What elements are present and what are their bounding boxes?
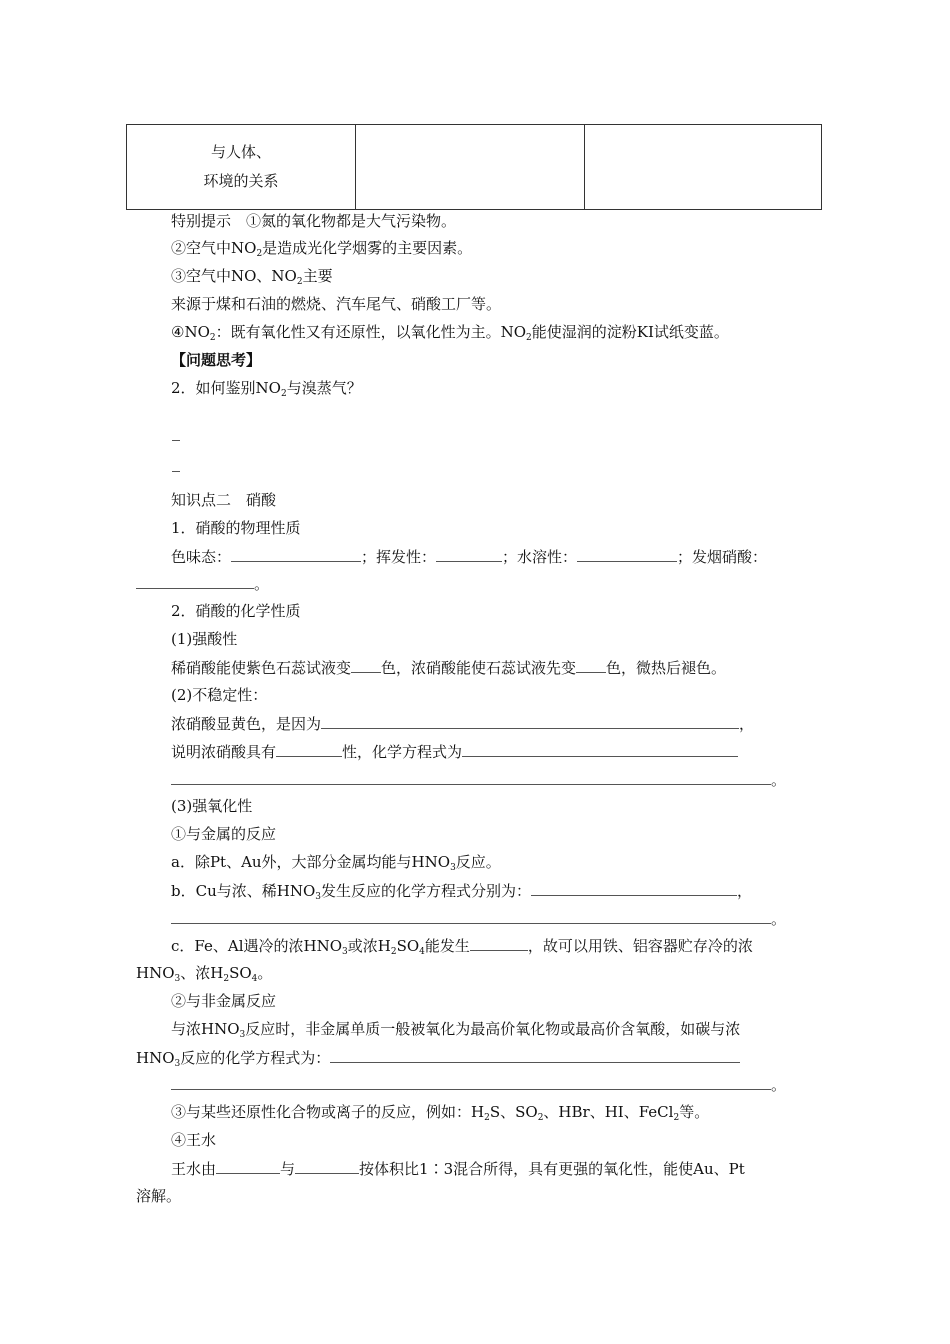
question-2 [171,378,362,401]
text-run: 或浓H [347,937,391,955]
tip-5 [171,322,729,345]
instability-line-1 [171,713,754,734]
text-run: ；水溶性： [502,548,578,566]
text-run: 与溴蒸气？ [286,379,362,397]
fill-blank[interactable] [436,546,502,562]
fill-blank[interactable] [171,769,771,785]
physical-properties-line [171,546,767,567]
fill-blank[interactable] [470,935,528,951]
text-run: b．Cu与浓、稀HNO [171,882,316,900]
text-run: 与 [280,1160,296,1178]
aqua-regia-line-2: 溶解。 [136,1187,182,1205]
nonmetal-reaction-line-3 [171,1074,786,1095]
text-run: 稀硝酸能使紫色石蕊试液变 [171,659,352,677]
text-run: 浓硝酸显黄色，是因为 [171,715,322,733]
nonmetal-reaction-line-1 [171,1019,740,1042]
aqua-regia-heading: ④王水 [171,1131,217,1149]
fill-blank[interactable] [171,908,771,924]
text-run: 能使湿润的淀粉KI试纸变蓝。 [531,323,729,341]
subscript: 3 [342,947,348,957]
instability-line-3 [171,769,786,790]
fill-blank[interactable] [276,741,342,757]
row-label-line-1: 与人体、 [210,143,271,161]
tip-2 [171,238,472,261]
subscript: 3 [174,974,181,984]
text-run: 色，浓硝酸能使石蕊试液先变 [381,659,577,677]
subscript: 2 [484,1113,490,1123]
fill-blank[interactable] [136,573,254,589]
nonmetal-reaction-line-2 [136,1047,740,1071]
fill-blank[interactable] [330,1047,740,1063]
text-run: S、SO [489,1103,538,1121]
subscript: 2 [537,1113,544,1123]
subscript: 2 [673,1113,680,1123]
physical-properties-heading: 1．硝酸的物理性质 [171,519,301,537]
text-run: ③与某些还原性化合物或离子的反应，例如：H [171,1103,485,1121]
fill-blank[interactable] [231,546,361,562]
text-run: 反应的化学方程式为： [180,1049,331,1067]
subscript: 2 [390,947,397,957]
text-run: 王水由 [171,1160,217,1178]
text-run: SO [229,964,252,982]
text-run: 。 [257,964,273,982]
text-run: 色，微热后褪色。 [606,659,727,677]
fill-blank[interactable] [576,657,606,673]
text-run: 反应。 [455,853,501,871]
instability-heading: (2)不稳定性： [171,686,268,704]
answer-dash[interactable] [172,471,180,472]
subscript: 2 [223,974,230,984]
metal-reaction-b [171,880,752,904]
text-run: ③空气中NO、NO [171,267,297,285]
text-run: HNO [136,1049,175,1067]
text-run: 。 [771,771,787,789]
metal-reaction-a [171,852,501,875]
text-run: 主要 [302,267,333,285]
text-run: 。 [771,1076,787,1094]
text-run: HNO [136,964,175,982]
subscript: 4 [419,947,425,957]
fill-blank[interactable] [462,741,738,757]
metal-reaction-c-line-2 [136,963,272,986]
text-run: a．除Pt、Au外，大部分金属均能与HNO [171,853,451,871]
text-run: ， [739,715,755,733]
metal-reaction-heading: ①与金属的反应 [171,825,277,843]
fill-blank[interactable] [171,1074,771,1090]
chemical-properties-heading: 2．硝酸的化学性质 [171,602,301,620]
text-run: 、浓H [180,964,224,982]
strong-acid-heading: (1)强酸性 [171,630,238,648]
oxidizing-heading: (3)强氧化性 [171,797,253,815]
text-run: 特别提示 ①氮的氧化物都是大气污染物。 [171,212,457,230]
fill-blank[interactable] [216,1158,280,1174]
text-run: SO [396,937,420,955]
tip-1 [171,211,456,231]
text-run: 、HBr、HI、FeCl [543,1103,674,1121]
text-run: 。 [771,910,787,928]
text-run: 色味态： [171,548,232,566]
section-title: 知识点二 硝酸 [171,491,277,509]
answer-dash[interactable] [172,440,180,441]
text-run: ④NO [171,323,210,341]
aqua-regia-line-1 [171,1158,745,1179]
reducing-compounds-line [171,1102,709,1125]
subscript: 2 [280,389,287,399]
text-run: ②空气中NO [171,239,257,257]
subscript: 3 [174,1059,181,1069]
fill-blank[interactable] [351,657,381,673]
metal-reaction-c [171,935,753,959]
nonmetal-reaction-heading: ②与非金属反应 [171,992,277,1010]
text-run: 是造成光化学烟雾的主要因素。 [262,239,473,257]
subscript: 3 [450,863,456,873]
fill-blank[interactable] [295,1158,359,1174]
fuming-acid-blank-line [136,573,269,594]
subscript: 3 [315,892,321,902]
subscript: 2 [296,277,303,287]
text-run: 按体积比1∶3混合所得，具有更强的氧化性，能使Au、Pt [359,1160,745,1178]
subscript: 2 [256,249,263,259]
fill-blank[interactable] [531,880,737,896]
subscript: 2 [209,333,216,343]
text-run: 发生反应的化学方程式分别为： [320,882,531,900]
text-run: 等。 [679,1103,710,1121]
fill-blank[interactable] [577,546,677,562]
text-run: 。 [254,575,270,593]
fill-blank[interactable] [321,713,739,729]
text-run: ；发烟硝酸： [677,548,768,566]
tip-4 [171,294,501,314]
text-run: 说明浓硝酸具有 [171,743,277,761]
text-run: ；挥发性： [361,548,437,566]
text-run: c．Fe、Al遇冷的浓HNO [171,937,342,955]
instability-line-2 [171,741,738,762]
subscript: 2 [526,333,532,343]
text-run: ， [737,882,753,900]
subscript: 3 [239,1030,246,1040]
subscript: 4 [251,974,258,984]
strong-acid-line [171,657,726,678]
table-empty-cell [585,125,822,210]
table-row [127,125,822,210]
table-row-label-cell [127,125,356,210]
table-empty-cell [356,125,585,210]
text-run: ，故可以用铁、铝容器贮存冷的浓 [527,937,753,955]
text-run: 与浓HNO [171,1020,240,1038]
text-run: 2．如何鉴别NO [171,379,281,397]
text-run: 性，化学方程式为 [342,743,463,761]
question-heading: 【问题思考】 [171,351,262,369]
metal-reaction-b-line-2 [171,908,786,929]
row-label-line-2: 环境的关系 [203,172,279,190]
text-run: 反应时，非金属单质一般被氧化为最高价氧化物或最高价含氧酸，如碳与浓 [245,1020,741,1038]
text-run: ：既有氧化性又有还原性，以氧化性为主。NO [215,323,527,341]
summary-table [126,124,822,210]
tip-3 [171,266,333,289]
text-run: 来源于煤和石油的燃烧、汽车尾气、硝酸工厂等。 [171,295,502,313]
text-run: 能发生 [424,937,470,955]
